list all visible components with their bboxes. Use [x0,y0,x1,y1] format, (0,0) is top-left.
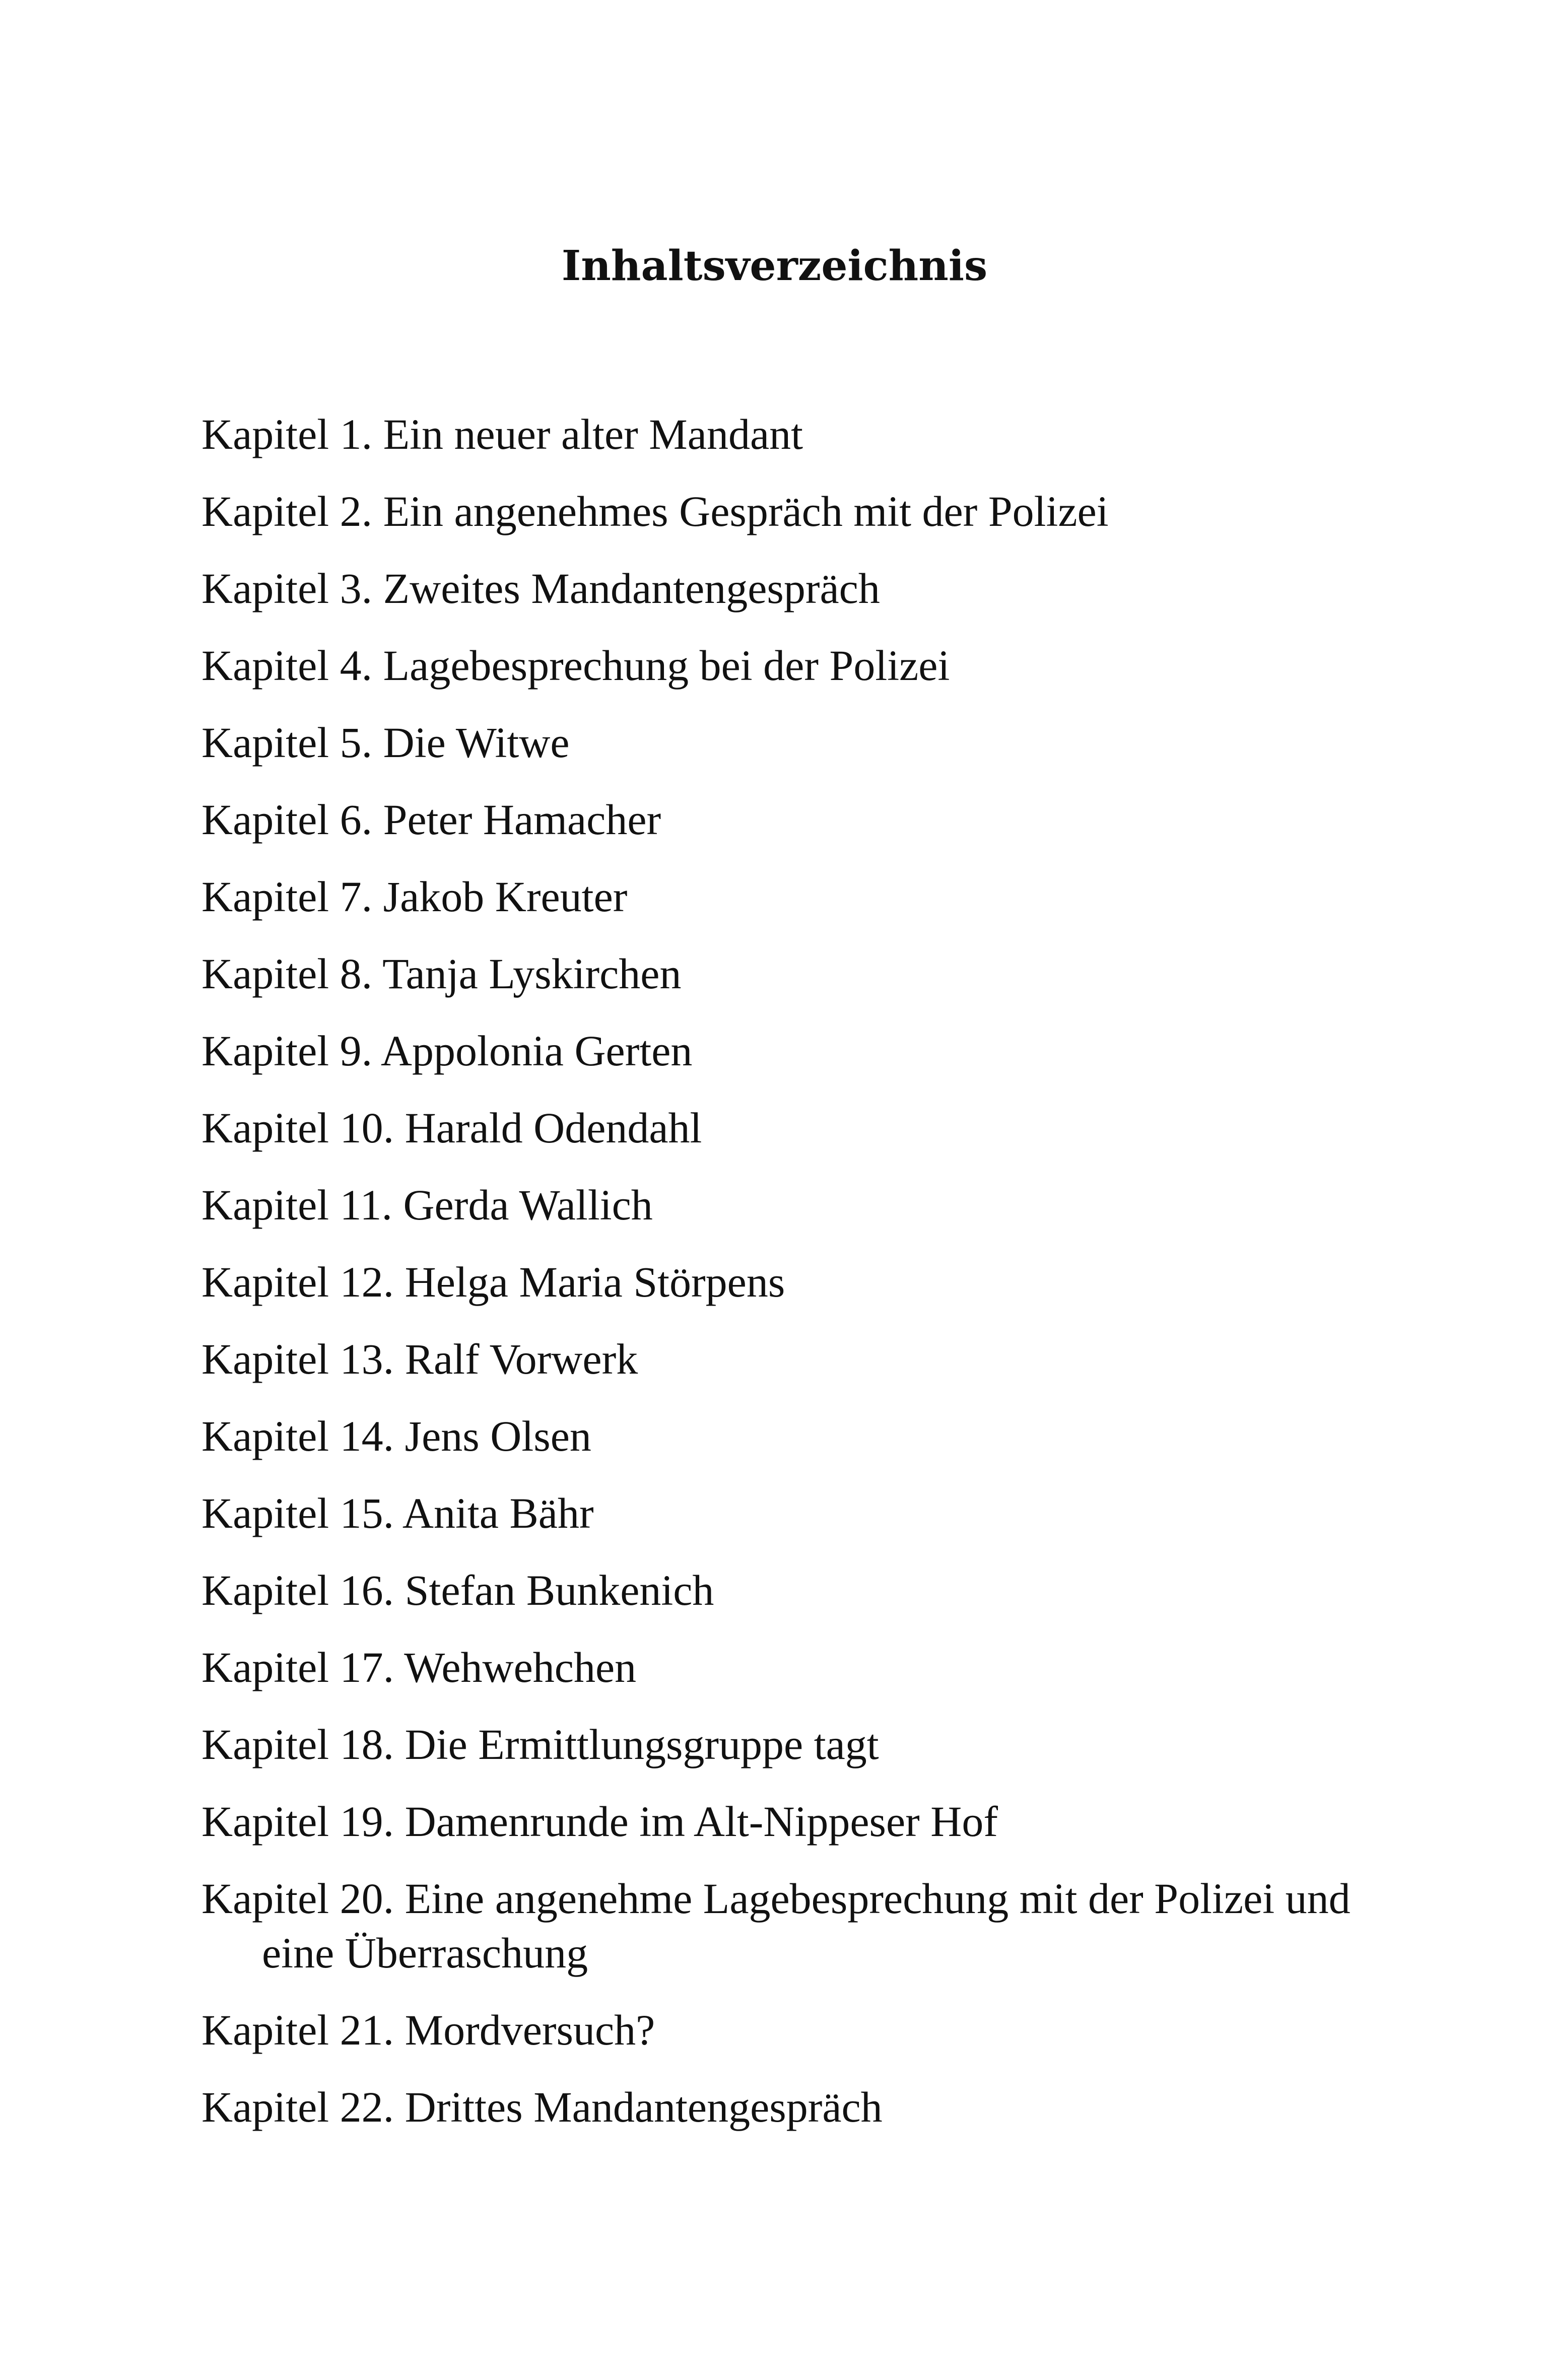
page-title: Inhaltsverzeichnis [561,242,988,290]
toc-entry-15: Kapitel 15. Anita Bähr [201,1489,594,1537]
toc-entry-3: Kapitel 3. Zweites Mandantengespräch [201,564,880,613]
toc-entry-7: Kapitel 7. Jakob Kreuter [201,872,628,921]
toc-entry-2: Kapitel 2. Ein angenehmes Gespräch mit der Polizei [201,487,1109,535]
toc-entry-9: Kapitel 9. Appolonia Gerten [201,1027,693,1075]
toc-entry-4: Kapitel 4. Lagebesprechung bei der Polizei [201,641,950,690]
toc-entry-8: Kapitel 8. Tanja Lyskirchen [201,949,682,998]
toc-entry-19: Kapitel 19. Damenrunde im Alt-Nippeser Hof [201,1797,998,1846]
toc-entry-17: Kapitel 17. Wehwehchen [201,1643,637,1691]
toc-entry-18: Kapitel 18. Die Ermittlungsgruppe tagt [201,1720,879,1769]
toc-entry-5: Kapitel 5. Die Witwe [201,718,570,767]
toc-entry-16: Kapitel 16. Stefan Bunkenich [201,1566,714,1614]
toc-entry-1: Kapitel 1. Ein neuer alter Mandant [201,410,803,458]
toc-entry-21: Kapitel 21. Mordversuch? [201,2006,655,2054]
toc-entry-20: Kapitel 20. Eine angenehme Lagebesprechung mit der Polizei und eine Überraschung [201,1874,1351,1977]
toc-entry-12: Kapitel 12. Helga Maria Störpens [201,1258,785,1306]
toc-entry-6: Kapitel 6. Peter Hamacher [201,795,661,844]
toc-entry-10: Kapitel 10. Harald Odendahl [201,1104,702,1152]
table-of-contents [201,407,1360,2157]
toc-entry-13: Kapitel 13. Ralf Vorwerk [201,1335,638,1383]
toc-entry-11: Kapitel 11. Gerda Wallich [201,1181,653,1229]
toc-entry-14: Kapitel 14. Jens Olsen [201,1412,591,1460]
toc-entry-22: Kapitel 22. Drittes Mandantengespräch [201,2083,883,2131]
